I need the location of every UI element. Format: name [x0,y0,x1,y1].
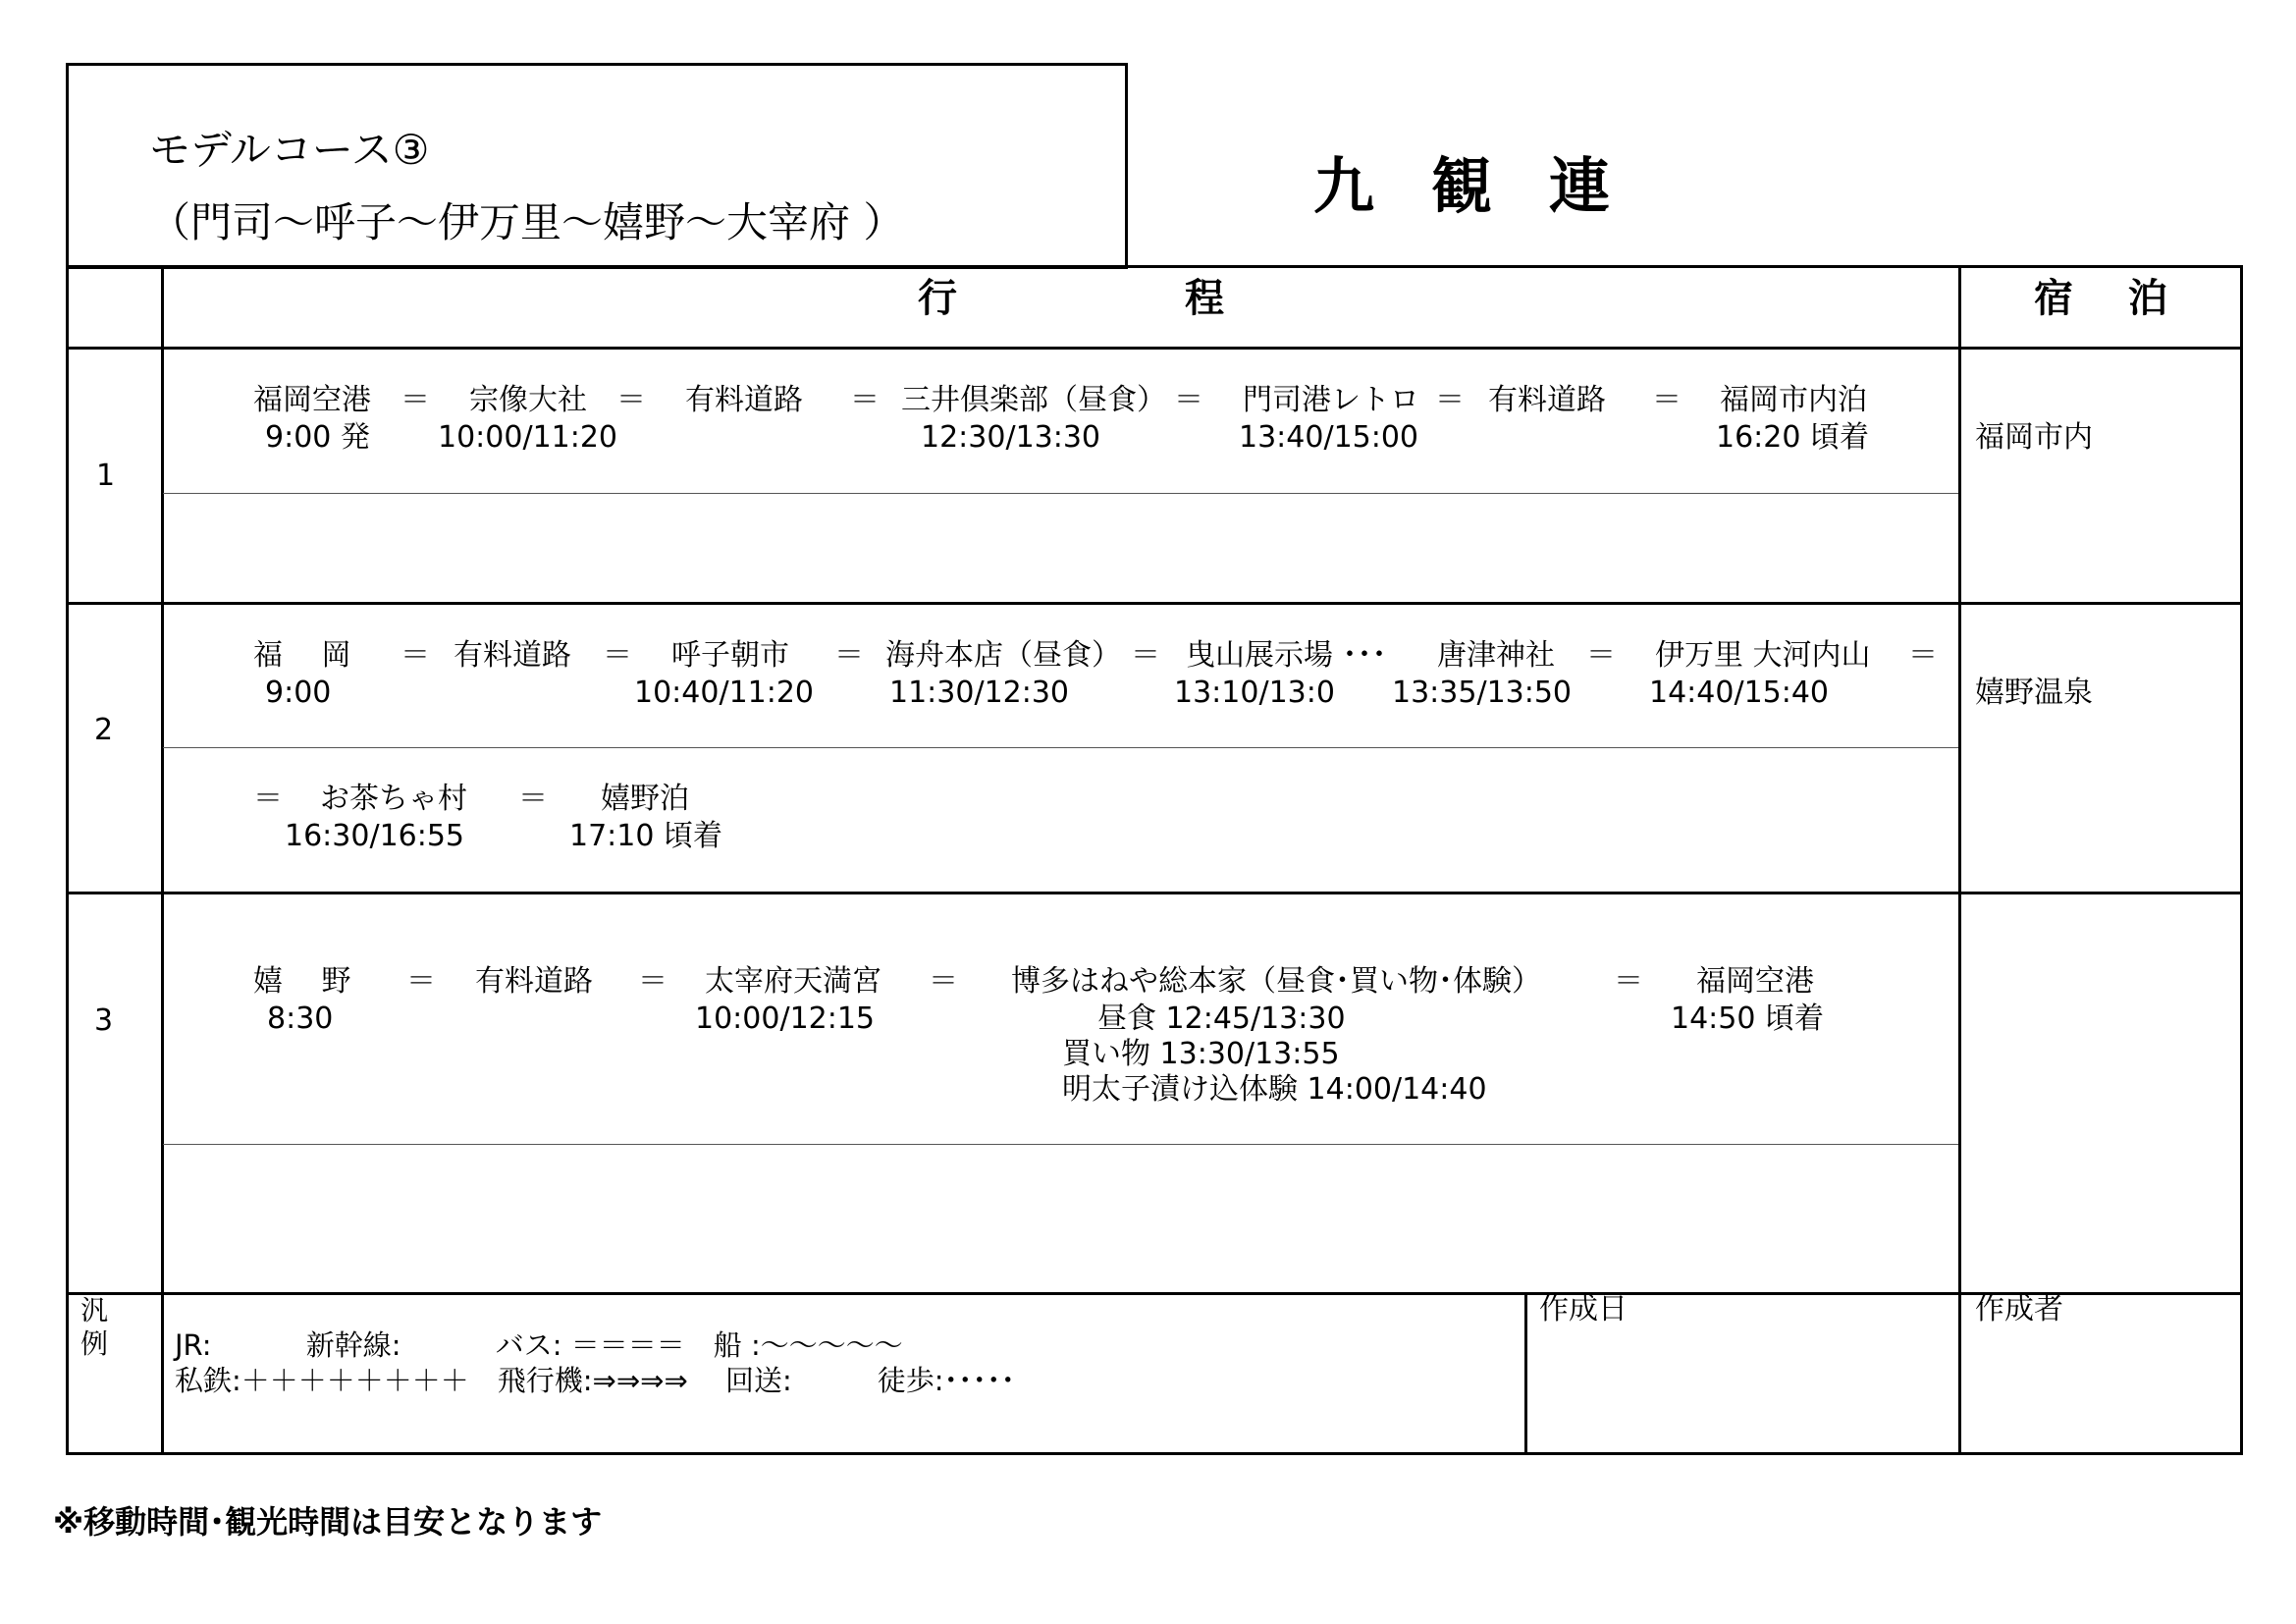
separator: ＝ [616,383,646,417]
lodging-column-divider [1958,265,1961,1455]
day2-subrow-line [163,747,1958,748]
stop: 呼子朝市 [671,638,789,673]
separator: ＝ [1614,964,1643,999]
time: 11:30/12:30 [889,676,1070,710]
time: 14:50 頃着 [1671,1001,1824,1036]
separator: ＝ [1131,638,1160,673]
stop: 福岡空港 [253,383,371,417]
created-date-label: 作成日 [1539,1292,1628,1326]
time: 12:30/13:30 [921,420,1101,455]
time: 10:40/11:20 [634,676,815,710]
legend-line-1: JR: 新幹線: バス: ＝＝＝＝ 船 :～～～～～ [175,1328,903,1362]
separator: ＝ [253,782,283,816]
course-route: （門司～呼子～伊万里～嬉野～大宰府 ） [149,198,905,246]
time: 13:10/13:0 [1174,676,1335,710]
stop: 福岡市内泊 [1720,383,1867,417]
stop: 宗像大社 [469,383,587,417]
created-date-divider [1524,1292,1527,1455]
stop: 有料道路 [685,383,803,417]
header-row-divider [66,347,2243,350]
stop: 門司港レトロ [1243,383,1419,417]
logo: 九観連 [1313,150,1668,222]
time: 13:40/15:00 [1239,420,1419,455]
stop: 博多はねや総本家（昼食･買い物･体験） [1011,964,1541,999]
day3-divider [66,1292,2243,1295]
legend-label: 汎 例 [80,1294,109,1360]
detail-line: 明太子漬け込体験 14:00/14:40 [1062,1072,1487,1107]
separator: ＝ [850,383,880,417]
stop: お茶ちゃ村 [320,782,467,816]
separator: ＝ [406,964,436,999]
separator: ＝ [400,383,430,417]
time: 8:30 [267,1001,334,1036]
time: 16:30/16:55 [285,819,465,853]
time: 9:00 [265,676,332,710]
stop: 太宰府天満宮 [705,964,881,999]
author-label: 作成者 [1975,1292,2063,1326]
day-column-divider [161,265,164,1455]
course-title: モデルコース③ [149,126,430,174]
legend-line-2: 私鉄:＋＋＋＋＋＋＋＋ 飛行機:⇒⇒⇒⇒ 回送: 徒歩:･････ [175,1364,1015,1397]
stop: 伊万里 大河内山 [1655,638,1871,673]
day-number: 3 [94,1003,114,1038]
separator: ＝ [400,638,430,673]
time: 14:40/15:40 [1649,676,1830,710]
time: 10:00/12:15 [695,1001,876,1036]
day-number: 1 [96,459,116,493]
separator: ＝ [1652,383,1682,417]
detail-line: 昼食 12:45/13:30 [1097,1001,1346,1036]
stop: 曳山展示場 ･･･ [1186,638,1387,673]
stop: 有料道路 [475,964,593,999]
separator: ＝ [1174,383,1203,417]
separator: ＝ [518,782,548,816]
time: 10:00/11:20 [438,420,618,455]
separator: ＝ [603,638,632,673]
time: 17:10 頃着 [569,819,722,853]
day-number: 2 [94,713,114,747]
stop: 嬉野泊 [601,782,689,816]
stop: 有料道路 [454,638,571,673]
stop: 三井倶楽部（昼食） [901,383,1166,417]
lodging-header: 宿 泊 [2034,276,2175,321]
stop: 海舟本店（昼食） [885,638,1121,673]
separator: ＝ [638,964,667,999]
separator: ＝ [1908,638,1938,673]
day3-subrow-line [163,1144,1958,1145]
time: 9:00 発 [265,420,370,455]
separator: ＝ [1435,383,1465,417]
itinerary-header: 行 程 [918,276,1252,321]
stop: 福 岡 [253,638,351,673]
lodging-value: 嬉野温泉 [1975,676,2093,710]
itinerary-table [66,265,2243,1455]
footnote: ※移動時間･観光時間は目安となります [53,1503,603,1541]
stop: 福岡空港 [1696,964,1814,999]
stop: 有料道路 [1488,383,1606,417]
separator: ＝ [1586,638,1616,673]
lodging-value: 福岡市内 [1975,420,2093,455]
stop: 唐津神社 [1437,638,1555,673]
separator: ＝ [929,964,958,999]
time: 13:35/13:50 [1392,676,1573,710]
detail-line: 買い物 13:30/13:55 [1062,1037,1340,1071]
day1-divider [66,602,2243,605]
day1-subrow-line [163,493,1958,494]
stop: 嬉 野 [253,964,351,999]
day2-divider [66,892,2243,894]
separator: ＝ [834,638,864,673]
time: 16:20 頃着 [1716,420,1869,455]
